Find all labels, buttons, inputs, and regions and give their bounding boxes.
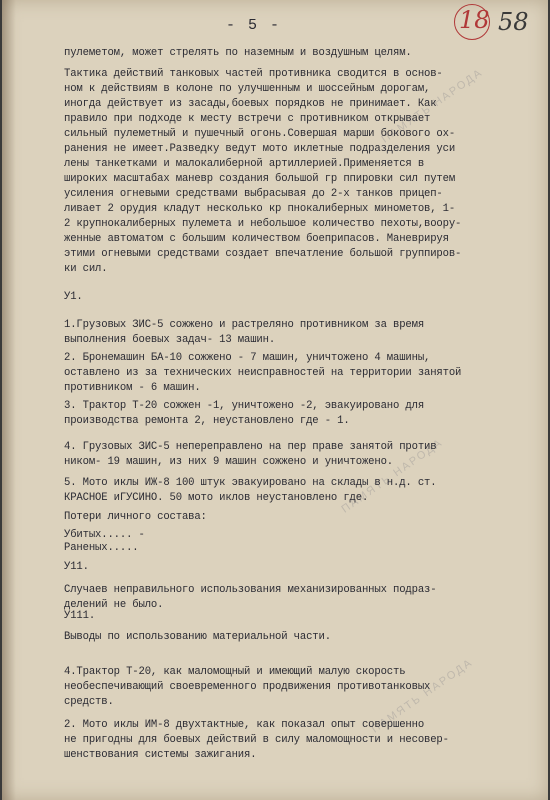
text-line: делений не было. <box>64 599 164 611</box>
text-line: Тактика действий танковых частей противника сводится в основ- <box>64 68 443 80</box>
watermark: ПАМЯТЬ НАРОДА <box>379 66 486 146</box>
archive-number-black: 58 <box>498 8 529 36</box>
text-line: лены танкетками и малокалиберной артиллерией.Применяется в <box>64 158 425 170</box>
text-line: выполнения боевых задач- 13 машин. <box>64 334 276 346</box>
text-line: шенствования системы зажигания. <box>64 749 257 761</box>
text-line: Раненых..... <box>64 542 139 554</box>
text-line: не пригодны для боевых действий в силу маломощности и несовер- <box>64 734 449 746</box>
text-line: У111. <box>64 610 96 622</box>
text-line: Выводы по использованию материальной части. <box>64 631 331 643</box>
text-line: 4. Грузовых ЗИС-5 непереправлено на пер праве занятой против <box>64 441 437 453</box>
text-line: ником- 19 машин, из них 9 машин сожжено и уничтожено. <box>64 456 393 468</box>
text-line: оставлено из за технических неисправностей на территории занятой <box>64 367 462 379</box>
text-line: сильный пулеметный и пушечный огонь.Совершая марши бокового ох- <box>64 128 456 140</box>
text-line: 4.Трактор Т-20, как маломощный и имеющий малую скорость <box>64 666 406 678</box>
text-line: средств. <box>64 696 114 708</box>
text-line: этими огневыми средствами создает впечатление большой группиров- <box>64 248 462 260</box>
text-line: Потери личного состава: <box>64 511 207 523</box>
text-line: 2. Мото иклы ИМ-8 двухтактные, как показал опыт совершенно <box>64 719 425 731</box>
text-line: ном к действиям в колоне по улучшенным и шоссейным дорогам, <box>64 83 431 95</box>
text-line: женные автоматом с большим количеством боеприпасов. Маневрируя <box>64 233 449 245</box>
text-line: У11. <box>64 561 89 573</box>
text-line: 1.Грузовых ЗИС-5 сожжено и растреляно противником за время <box>64 319 425 331</box>
text-line: 2 крупнокалиберных пулемета и небольшое количество пехоты,воору- <box>64 218 462 230</box>
text-line: Убитых..... - <box>64 529 145 541</box>
page-shadow-edge <box>2 0 16 800</box>
text-line: ливает 2 орудия кладут несколько кр пнокалиберных минометов, 1- <box>64 203 456 215</box>
text-line: ранения не имеет.Разведку ведут мото иклетные подразделения уси <box>64 143 456 155</box>
text-line: широких масштабах маневр создания большой гр ппировки сил путем <box>64 173 456 185</box>
watermark: ПАМЯТЬ НАРОДА <box>369 656 476 736</box>
page-number: - 5 - <box>226 17 282 34</box>
text-line: Случаев неправильного использования механизированных подраз- <box>64 584 437 596</box>
text-line: усиления огневыми средствами выбрасывая до 2-х танков прицеп- <box>64 188 443 200</box>
text-line: правило при подходе к месту встречи с противником открывает <box>64 113 431 125</box>
text-line: 5. Мото иклы ИЖ-8 100 штук эвакуировано на склады в н.д. ст. <box>64 477 437 489</box>
text-line: необеспечивающий своевременного продвижения противотанковых <box>64 681 431 693</box>
text-line: У1. <box>64 291 83 303</box>
text-line: КРАСНОЕ иГУСИНО. 50 мото иклов неустановлено где. <box>64 492 369 504</box>
text-line: 3. Трактор Т-20 сожжен -1, уничтожено -2, эвакуировано для <box>64 400 425 412</box>
archive-number-circle <box>454 4 490 40</box>
text-line: ки сил. <box>64 263 108 275</box>
text-line: производства ремонта 2, неустановлено где - 1. <box>64 415 350 427</box>
text-line: пулеметом, может стрелять по наземным и воздушным целям. <box>64 47 412 59</box>
text-line: иногда действует из засады,боевых порядков не принимает. Как <box>64 98 437 110</box>
archive-number-red: 18 <box>459 6 490 34</box>
document-page <box>2 0 548 800</box>
text-line: противником - 6 машин. <box>64 382 201 394</box>
watermark: ПАМЯТЬ НАРОДА <box>339 436 446 516</box>
text-line: 2. Бронемашин БА-10 сожжено - 7 машин, уничтожено 4 машины, <box>64 352 431 364</box>
